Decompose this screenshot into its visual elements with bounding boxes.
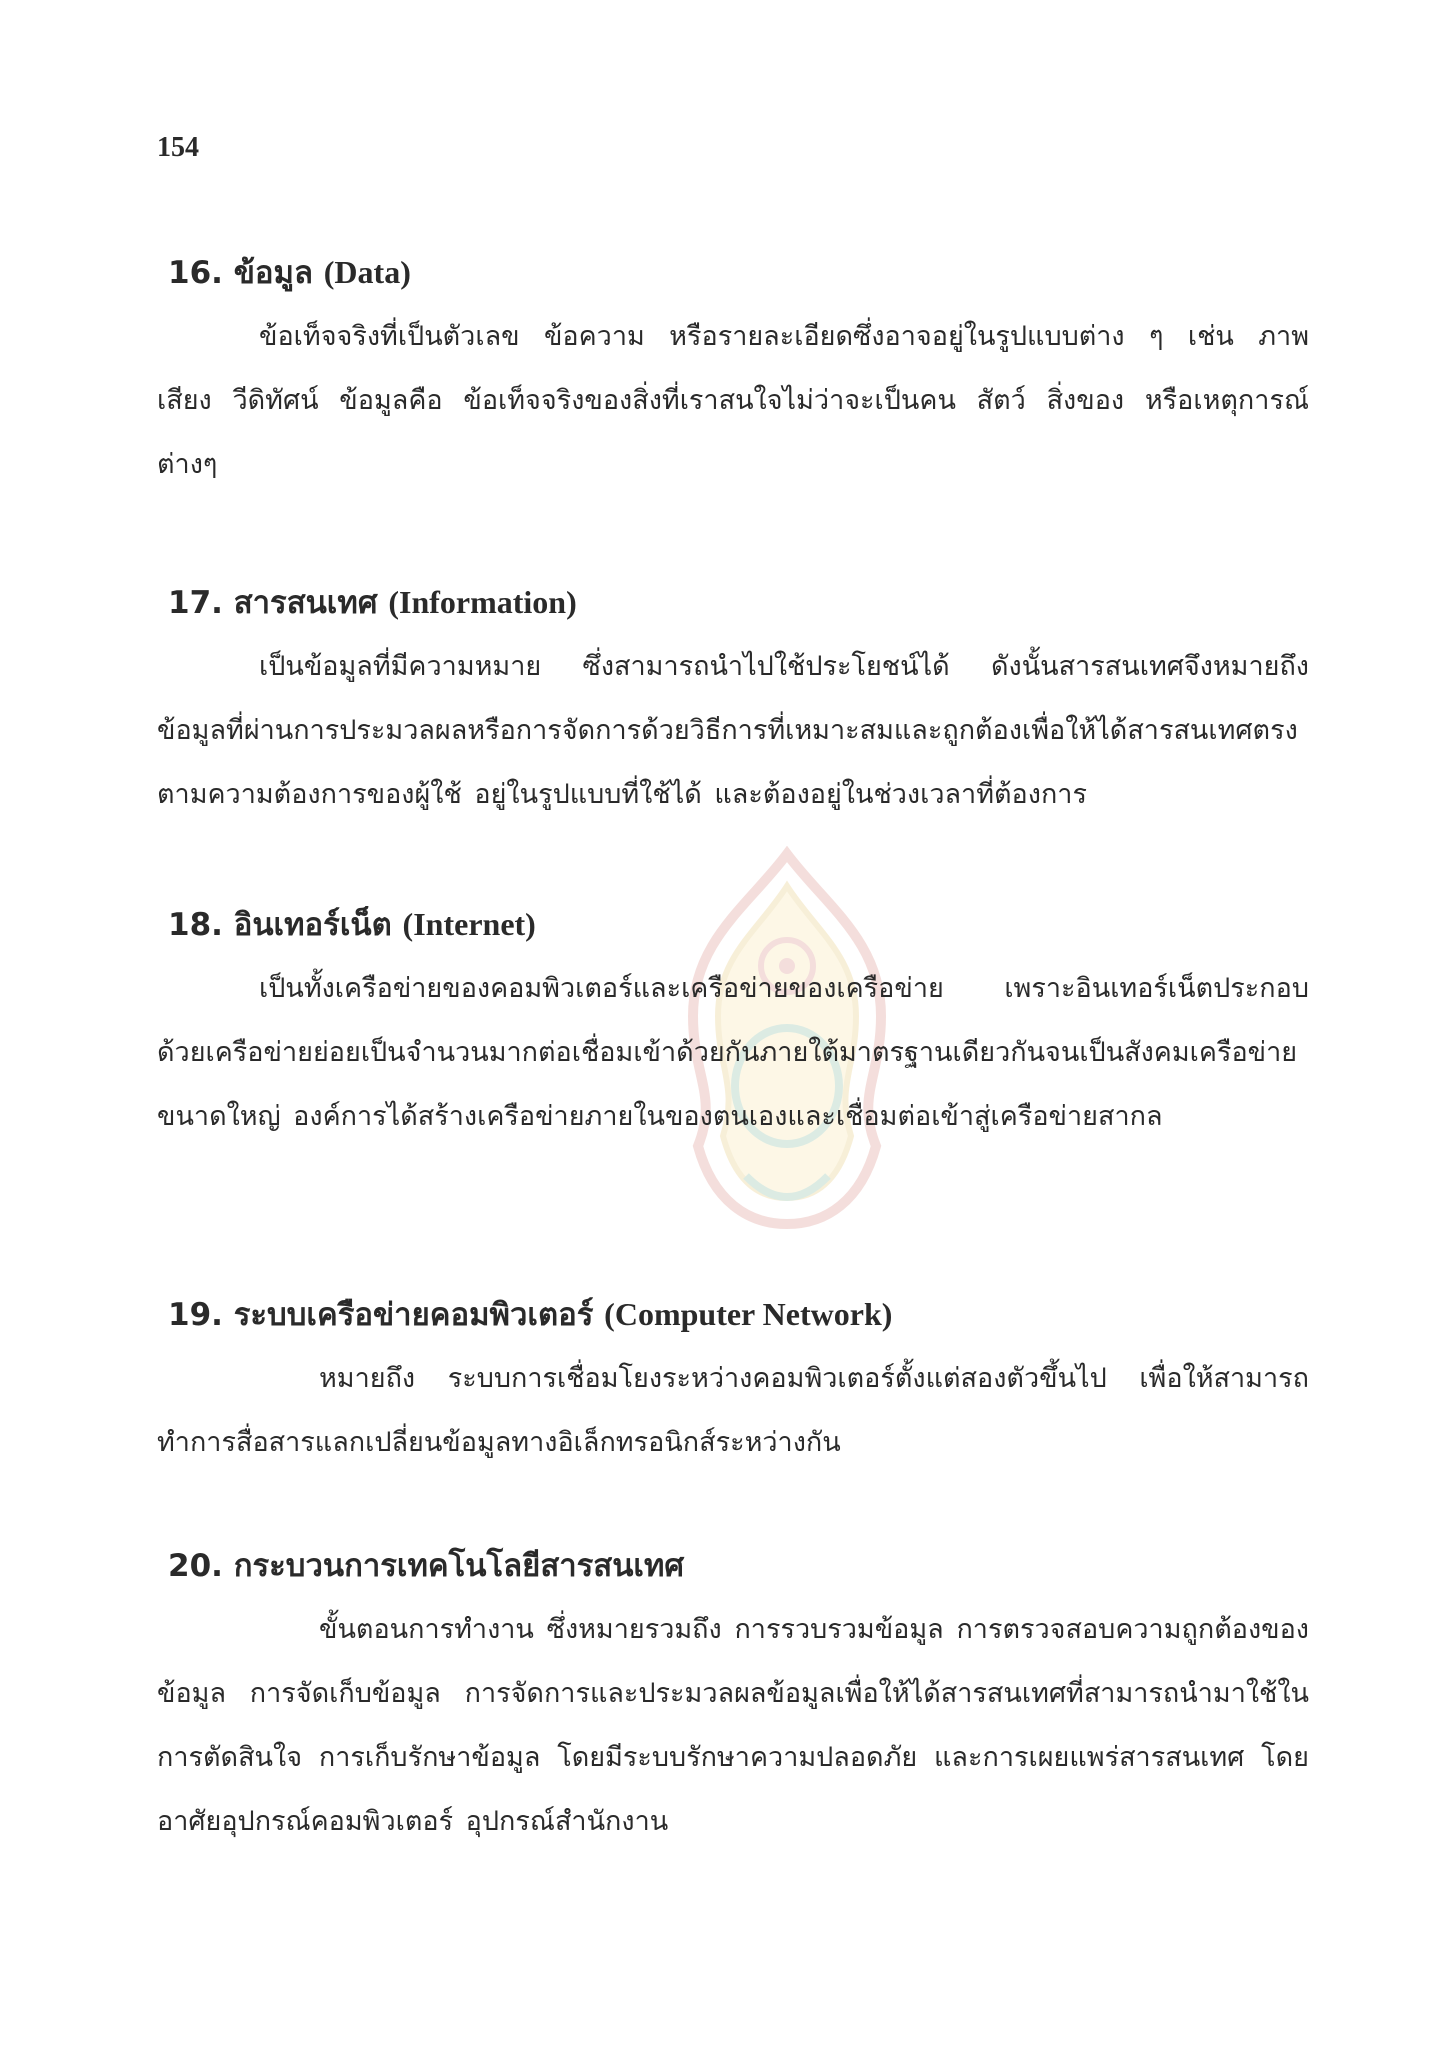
section-title-en: (Internet) xyxy=(402,906,536,942)
section-number: 16. xyxy=(168,255,223,291)
section-number: 19. xyxy=(168,1297,223,1333)
section-number: 18. xyxy=(168,907,223,943)
section-body: ขั้นตอนการทำงาน ซึ่งหมายรวมถึง การรวบรวมข้อมูล การตรวจสอบความถูกต้องของข้อมูล การจัดเก็บข้อมูล การจัดการและประมวลผลข้อมูลเพื่อให้ได้สารสนเทศที่สามารถนำมาใช้ในการตัดสินใจ การเก็บรักษาข้อมูล โดยมีระบบรักษาความปลอดภัย และการเผยแพร่สารสนเทศ โดยอาศัยอุปกรณ์คอมพิวเตอร์ อุปกรณ์สำนักงาน xyxy=(157,1614,1309,1837)
section-title-th: ข้อมูล xyxy=(233,255,313,291)
section-title-th: สารสนเทศ xyxy=(233,585,378,621)
section-body: เป็นทั้งเครือข่ายของคอมพิวเตอร์และเครือข่ายของเครือข่าย เพราะอินเทอร์เน็ตประกอบด้วยเครือข่ายย่อยเป็นจำนวนมากต่อเชื่อมเข้าด้วยกันภายใต้มาตรฐานเดียวกันจนเป็นสังคมเครือข่ายขนาดใหญ่ องค์การได้สร้างเครือข่ายภายในของตนเองและเชื่อมต่อเข้าสู่เครือข่ายสากล xyxy=(157,973,1309,1132)
section-16 xyxy=(157,252,1309,497)
section-title-th: ระบบเครือข่ายคอมพิวเตอร์ xyxy=(233,1297,594,1333)
section-title-th: อินเทอร์เน็ต xyxy=(233,907,392,943)
section-19 xyxy=(157,1294,1309,1475)
section-heading xyxy=(157,252,1309,293)
section-body: เป็นข้อมูลที่มีความหมาย ซึ่งสามารถนำไปใช้ประโยชน์ได้ ดังนั้นสารสนเทศจึงหมายถึงข้อมูลที่ผ่านการประมวลผลหรือการจัดการด้วยวิธีการที่เหมาะสมและถูกต้องเพื่อให้ได้สารสนเทศตรงตามความต้องการของผู้ใช้ อยู่ในรูปแบบที่ใช้ได้ และต้องอยู่ในช่วงเวลาที่ต้องการ xyxy=(157,651,1309,810)
section-body: หมายถึง ระบบการเชื่อมโยงระหว่างคอมพิวเตอร์ตั้งแต่สองตัวขึ้นไป เพื่อให้สามารถทำการสื่อสารแลกเปลี่ยนข้อมูลทางอิเล็กทรอนิกส์ระหว่างกัน xyxy=(157,1363,1309,1458)
section-title-en: (Data) xyxy=(323,254,411,290)
section-heading xyxy=(157,582,1309,623)
section-number: 17. xyxy=(168,585,223,621)
section-title-en: (Computer Network) xyxy=(604,1296,893,1332)
section-body: ข้อเท็จจริงที่เป็นตัวเลข ข้อความ หรือรายละเอียดซึ่งอาจอยู่ในรูปแบบต่าง ๆ เช่น ภาพ เสียง วีดิทัศน์ ข้อมูลคือ ข้อเท็จจริงของสิ่งที่เราสนใจไม่ว่าจะเป็นคน สัตว์ สิ่งของ หรือเหตุการณ์ต่างๆ xyxy=(157,321,1309,480)
section-title-en: (Information) xyxy=(388,584,577,620)
page-number: 154 xyxy=(157,132,199,163)
section-17 xyxy=(157,582,1309,827)
section-heading xyxy=(157,1546,1309,1586)
section-heading xyxy=(157,904,1309,945)
section-18 xyxy=(157,904,1309,1149)
section-title-th: กระบวนการเทคโนโลยีสารสนเทศ xyxy=(233,1548,685,1584)
section-heading xyxy=(157,1294,1309,1335)
section-20 xyxy=(157,1546,1309,1854)
section-number: 20. xyxy=(168,1548,223,1584)
